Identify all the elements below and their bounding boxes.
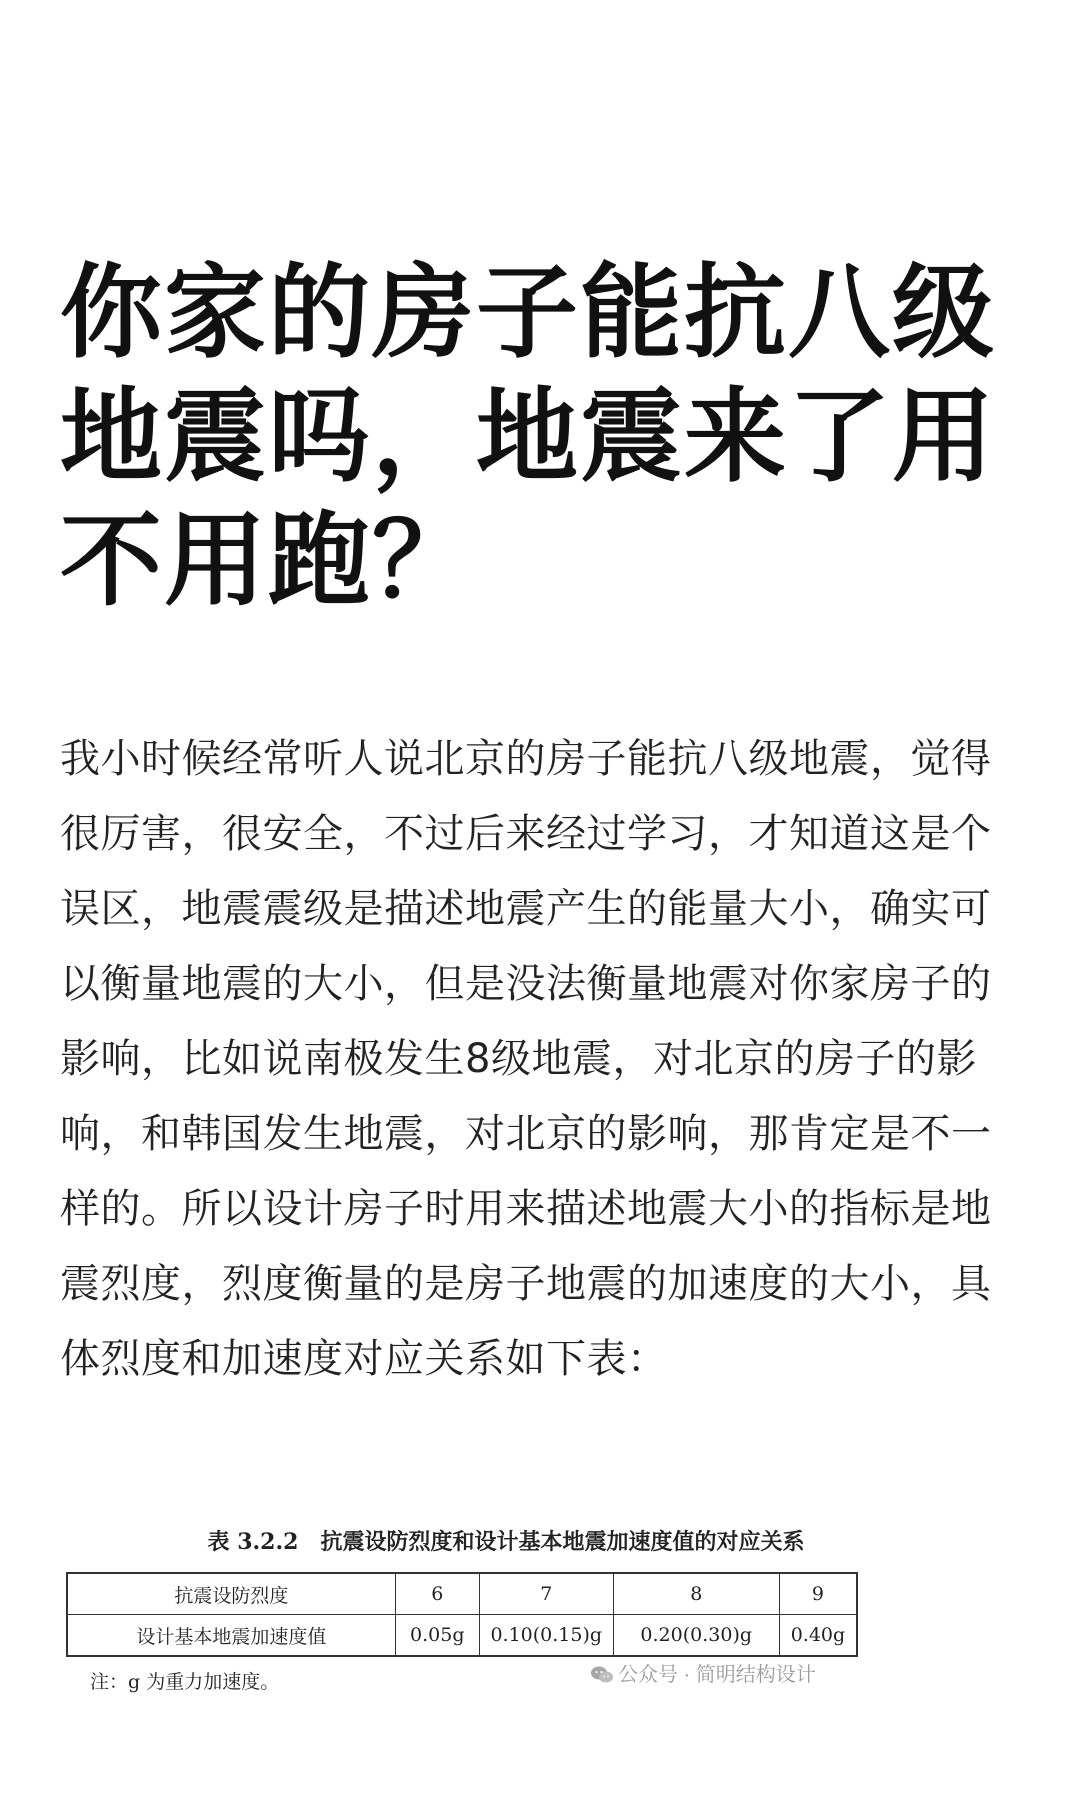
table-cell: 7 xyxy=(479,1573,613,1615)
table-cell: 0.20(0.30)g xyxy=(613,1615,779,1657)
watermark xyxy=(590,1658,816,1691)
table-note: 注：g 为重力加速度。 xyxy=(90,1671,280,1693)
watermark-text: 公众号 · 简明结构设计 xyxy=(618,1664,816,1686)
article-paragraph: 我小时候经常听人说北京的房子能抗八级地震，觉得很厉害，很安全，不过后来经过学习，才知道这是个误区，地震震级是描述地震产生的能量大小，确实可以衡量地震的大小，但是没法衡量地震对你家房子的影响，比如说南极发生8级地震，对北京的房子的影响，和韩国发生地震，对北京的影响，那肯定是不一样的。所以设计房子时用来描述地震大小的指标是地震烈度，烈度衡量的是房子地震的加速度的大小，具体烈度和加速度对应关系如下表： xyxy=(60,736,992,1382)
table-cell: 6 xyxy=(395,1573,479,1615)
table-row xyxy=(67,1573,857,1615)
row-label: 抗震设防烈度 xyxy=(67,1573,395,1615)
table-row xyxy=(67,1615,857,1657)
intensity-acceleration-table xyxy=(66,1572,858,1657)
table-cell: 0.10(0.15)g xyxy=(479,1615,613,1657)
article-title: 你家的房子能抗八级地震吗，地震来了用不用跑？ xyxy=(60,254,996,621)
table-cell: 9 xyxy=(779,1573,857,1615)
table-cell: 8 xyxy=(613,1573,779,1615)
row-label: 设计基本地震加速度值 xyxy=(67,1615,395,1657)
table-caption: 表 3.2.2 抗震设防烈度和设计基本地震加速度值的对应关系 xyxy=(207,1529,805,1555)
wechat-icon xyxy=(590,1665,614,1691)
table-cell: 0.05g xyxy=(395,1615,479,1657)
table-cell: 0.40g xyxy=(779,1615,857,1657)
